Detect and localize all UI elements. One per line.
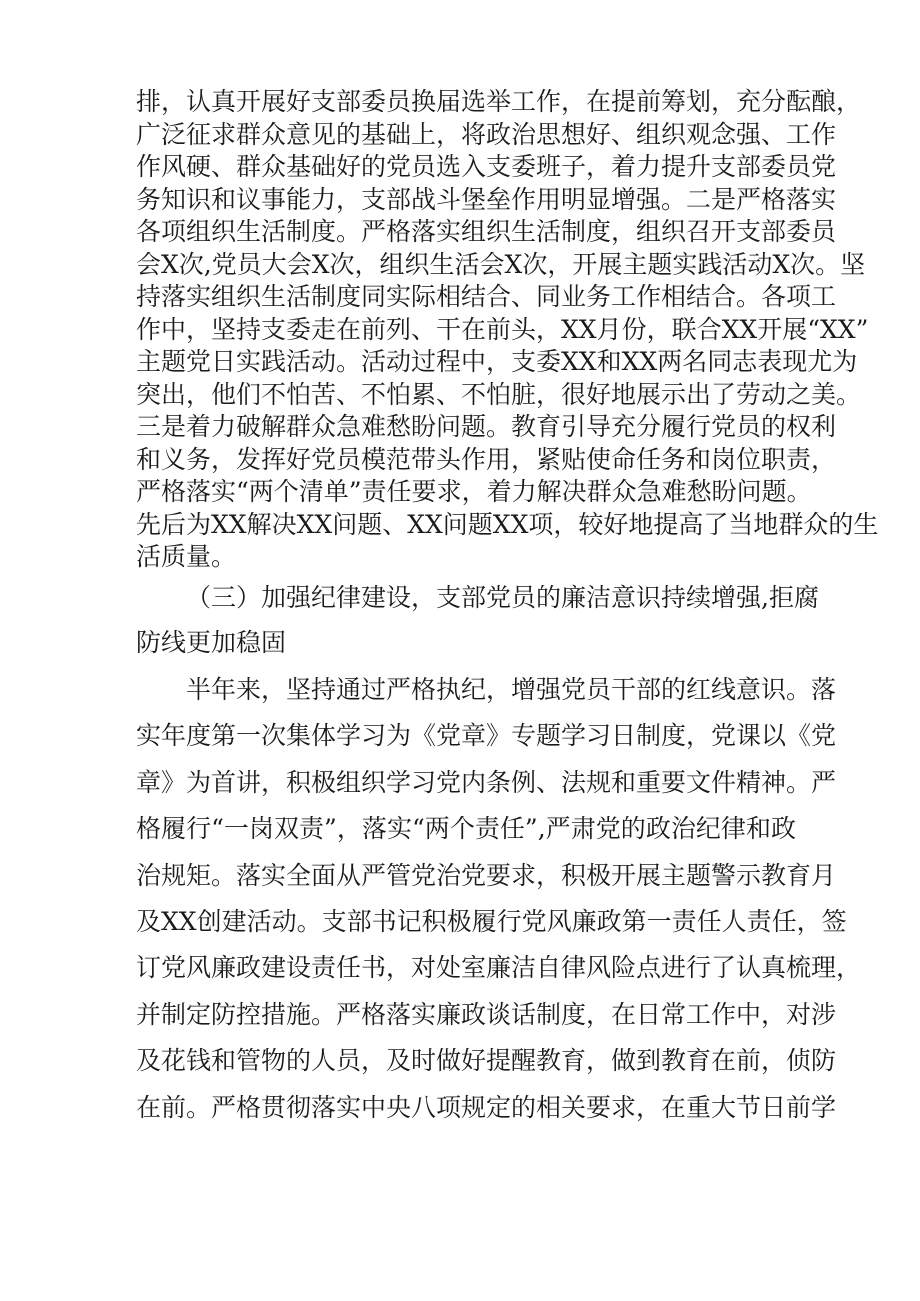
text-line: 实年度第一次集体学习为《党章》专题学习日制度，党课以《党: [136, 721, 837, 751]
text-line: 及XX创建活动。支部书记积极履行党风廉政第一责任人责任，签: [136, 906, 847, 936]
text-segment: 半年来，坚持通过严格执纪，增强党员干部的红线意识。落: [186, 675, 837, 704]
text-line: 会X次,党员大会X次，组织生活会X次，开展主题实践活动X次。坚: [136, 249, 866, 279]
text-line: 突出，他们不怕苦、不怕累、不怕脏，很好地展示出了劳动之美。: [136, 379, 862, 409]
section-heading-three: [136, 575, 819, 665]
text-line: 主题党日实践活动。活动过程中，支委XX和XX两名同志表现尤为: [136, 347, 858, 376]
text-line: [136, 667, 837, 713]
text-line: 持落实组织生活制度同实际相结合、同业务工作相结合。各项工: [136, 282, 837, 311]
text-line: 排，认真开展好支部委员换届选举工作，在提前筹划，充分酝酿，: [136, 87, 862, 116]
text-line: 及花钱和管物的人员，及时做好提醒教育，做到教育在前，侦防: [136, 1046, 837, 1076]
text-line: 务知识和议事能力，支部战斗堡垒作用明显增强。二是严格落实: [136, 184, 837, 214]
paragraph-organization-life: [136, 86, 879, 574]
text-line: 订党风廉政建设责任书，对处室廉洁自律风险点进行了认真梳理，: [136, 953, 862, 983]
text-line: 章》为首讲，积极组织学习党内条例、法规和重要文件精神。严: [136, 767, 837, 797]
heading-text: （三）加强纪律建设，支部党员的廉洁意识持续增强,拒腐: [186, 583, 819, 612]
text-line: 作中，坚持支委走在前列、干在前头，XX月份，联合XX开展“XX”: [136, 314, 869, 344]
text-line: 广泛征求群众意见的基础上，将政治思想好、组织观念强、工作: [136, 119, 837, 149]
text-line: 和义务，发挥好党员模范带头作用，紧贴使命任务和岗位职责，: [136, 444, 837, 474]
text-line: 并制定防控措施。严格落实廉政谈话制度，在日常工作中，对涉: [136, 999, 837, 1029]
heading-line: [136, 575, 819, 620]
text-line: 各项组织生活制度。严格落实组织生活制度，组织召开支部委员: [136, 217, 837, 246]
text-line: 在前。严格贯彻落实中央八项规定的相关要求，在重大节日前学: [136, 1092, 837, 1122]
text-line: 治规矩。落实全面从严管党治党要求，积极开展主题警示教育月: [136, 860, 837, 890]
text-line: 三是着力破解群众急难愁盼问题。教育引导充分履行党员的权利: [136, 412, 837, 441]
text-line: 格履行“一岗双责”，落实“两个责任”,严肃党的政治纪律和政: [136, 814, 796, 844]
text-line: 活质量。: [136, 542, 237, 571]
paragraph-discipline: [136, 667, 862, 1131]
text-line: 作风硬、群众基础好的党员选入支委班子，着力提升支部委员党: [136, 152, 837, 181]
text-line: 严格落实“两个清单”责任要求，着力解决群众急难愁盼问题。: [136, 477, 812, 506]
heading-line: 防线更加稳固: [136, 628, 287, 657]
text-line: 先后为XX解决XX问题、XX问题XX项，较好地提高了当地群众的生: [136, 509, 879, 539]
